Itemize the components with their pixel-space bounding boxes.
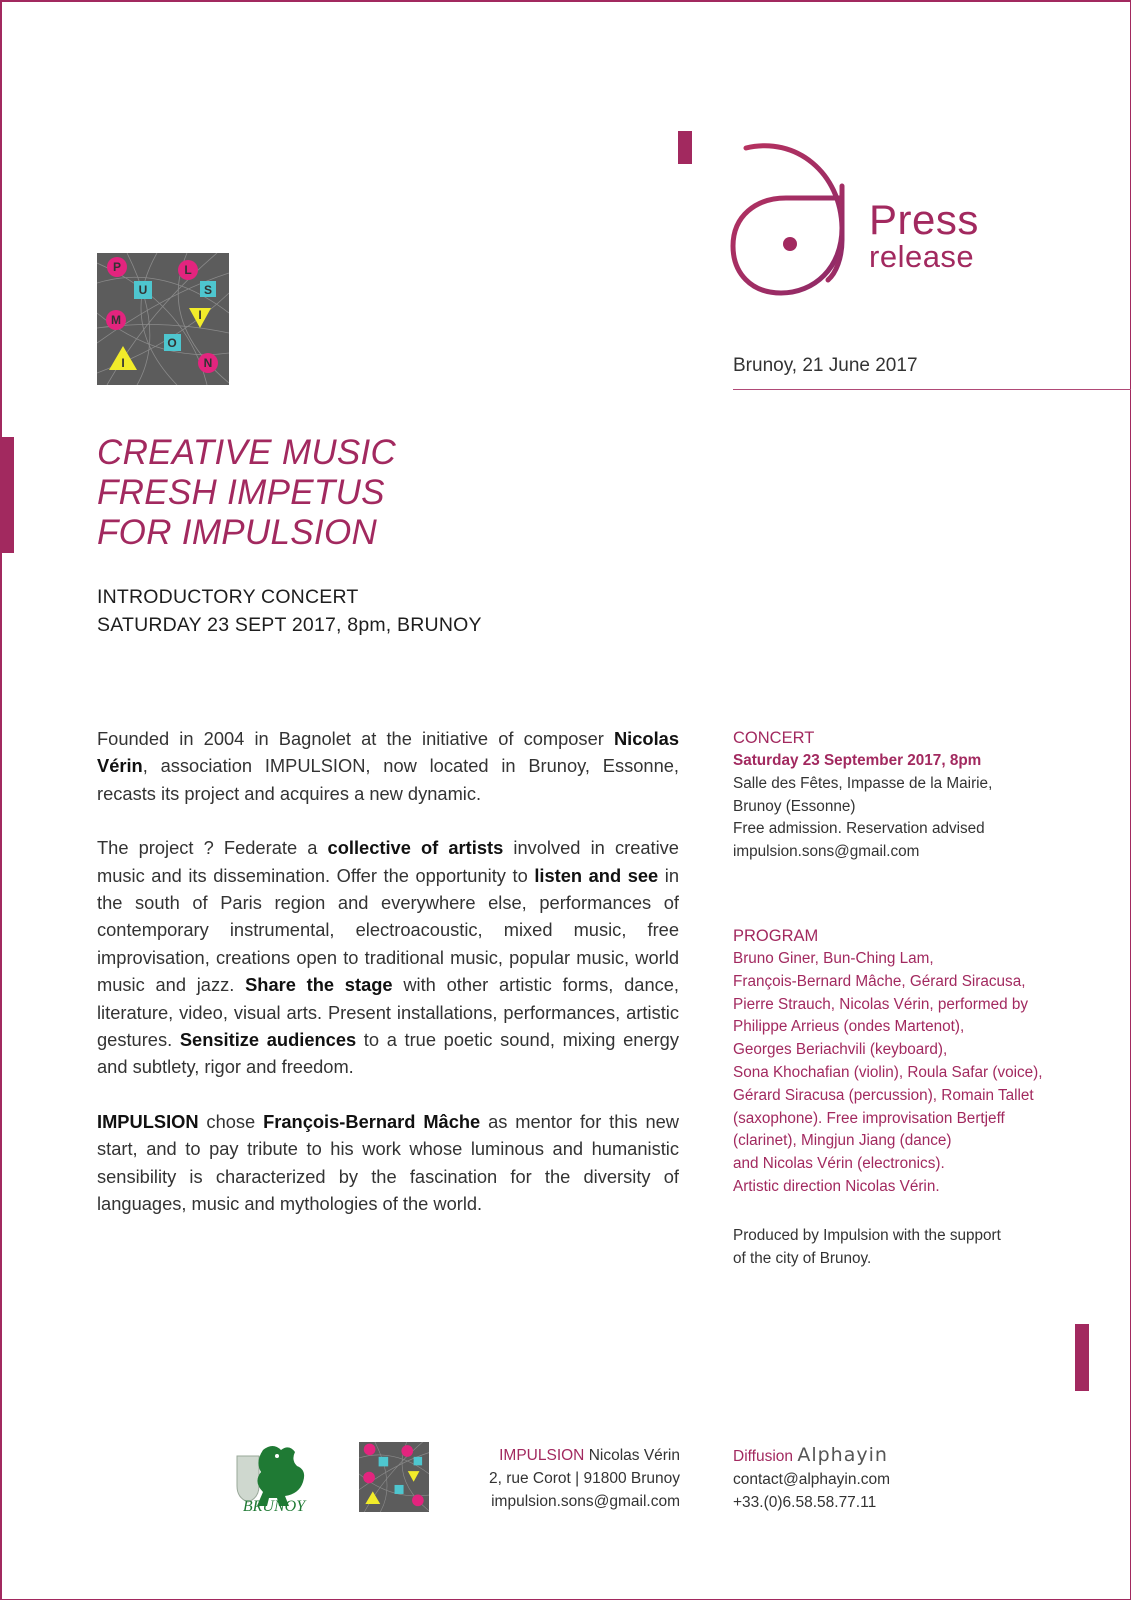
org-name: IMPULSION [499, 1447, 585, 1464]
impulsion-logo-small [359, 1442, 429, 1512]
program-info [733, 924, 1093, 1199]
program-line: Georges Beriachvili (keyboard), [733, 1041, 948, 1059]
contact-email[interactable]: contact@alphayin.com [733, 1471, 891, 1488]
date-divider [733, 389, 1131, 390]
program-line: (clarinet), Mingjun Jiang (dance) [733, 1132, 952, 1150]
press-subtitle: release [869, 239, 975, 274]
impulsion-logo-graphic [97, 253, 229, 385]
body-paragraph [97, 1108, 679, 1218]
concert-heading: CONCERT [733, 729, 815, 747]
program-list [733, 948, 1093, 1199]
paragraph-text: chose [198, 1110, 264, 1132]
headline-line: CREATIVE MUSIC [97, 433, 397, 472]
address: 2, rue Corot | 91800 Brunoy [488, 1470, 680, 1487]
paragraph-text: , association IMPULSION, now located in Brunoy, Essonne, recasts its project and acquires a new dynamic. [97, 755, 679, 804]
accent-bar-right [1075, 1324, 1089, 1391]
program-line: Bruno Giner, Bun-Ching Lam, [733, 950, 934, 967]
diffusion-contact [733, 1444, 1033, 1514]
impulsion-logo [97, 253, 229, 385]
paragraph-text: to a true poetic sound, mixing energy and subtlety, rigor and freedom. [97, 1029, 679, 1078]
alphayin-brand: Alphayin [797, 1444, 888, 1466]
concert-admission: Free admission. Reservation advised [733, 820, 985, 838]
logo-letter: U [138, 283, 148, 297]
body-paragraph [97, 834, 679, 1081]
logo-letter: M [111, 313, 121, 327]
program-line: (saxophone). Free improvisation Bertjeff [733, 1109, 1005, 1127]
intro-date: SATURDAY 23 SEPT 2017, 8pm, BRUNOY [97, 614, 482, 636]
contact-phone: +33.(0)6.58.58.77.11 [733, 1494, 877, 1511]
logo-letter: N [203, 356, 213, 370]
concert-info [733, 726, 1093, 864]
release-date: Brunoy, 21 June 2017 [733, 355, 918, 376]
logo-letter: I [121, 356, 125, 370]
press-title: Press [869, 196, 979, 243]
produced-line: Produced by Impulsion with the support [733, 1227, 1001, 1244]
paragraph-text: involved in creative music and its dissemination. Offer the opportunity to [97, 837, 679, 886]
emphasis-text: listen and see [534, 864, 659, 886]
program-line: Sona Khochafian (violin), Roula Safar (voice), [733, 1063, 1043, 1081]
impulsion-name-line [430, 1444, 680, 1467]
program-line: Artistic direction Nicolas Vérin. [733, 1177, 940, 1195]
logo-letter: S [203, 283, 213, 297]
body-paragraph [97, 725, 679, 807]
impulsion-contact [430, 1444, 680, 1513]
program-line: François-Bernard Mâche, Gérard Siracusa, [733, 972, 1026, 990]
concert-city: Brunoy (Essonne) [733, 797, 856, 815]
intro-title: INTRODUCTORY CONCERT [97, 586, 359, 608]
program-line: Pierre Strauch, Nicolas Vérin, performed by [733, 995, 1029, 1013]
program-line: Gérard Siracusa (percussion), Romain Tallet [733, 1086, 1034, 1104]
headline-line: FOR IMPULSION [97, 513, 378, 552]
logo-letter: I [198, 308, 202, 322]
impulsion-logo-small-graphic [359, 1442, 429, 1512]
program-line: and Nicolas Vérin (electronics). [733, 1155, 945, 1173]
person-name: Nicolas Vérin [588, 1447, 680, 1464]
program-heading: PROGRAM [733, 927, 819, 945]
concert-email: impulsion.sons@gmail.com [733, 843, 920, 861]
headline [97, 433, 617, 553]
produced-by [733, 1225, 1093, 1271]
logo-letter: L [184, 263, 192, 277]
body-text [97, 725, 679, 1245]
logo-letter: O [167, 336, 177, 350]
accent-bar-left [0, 437, 14, 553]
logo-letter: P [112, 260, 122, 274]
emphasis-text: François-Bernard Mâche [263, 1110, 481, 1132]
intro-block [97, 583, 482, 639]
concert-venue: Salle des Fêtes, Impasse de la Mairie, [733, 774, 993, 792]
emphasis-text: Share the stage [245, 974, 393, 996]
paragraph-text: in the south of Paris region and everywhere else, performances of contemporary instrumental, electroacoustic, mixed music, free improvisation, creations open to traditional music, popular music, world music and jazz. [97, 864, 679, 996]
impulsion-email[interactable]: impulsion.sons@gmail.com [491, 1493, 680, 1510]
headline-line: FRESH IMPETUS [97, 473, 385, 512]
diffusion-line [733, 1444, 1033, 1468]
brunoy-label: BRUNOY [242, 1498, 306, 1515]
program-line: Philippe Arrieus (ondes Martenot), [733, 1018, 965, 1036]
paragraph-text: The project ? Federate a [97, 837, 328, 859]
paragraph-text: with other artistic forms, dance, literature, video, visual arts. Present installations, performances, artistic gestures. [97, 974, 679, 1051]
paragraph-text: Founded in 2004 in Bagnolet at the initiative of composer [97, 728, 614, 749]
emphasis-text: collective of artists [327, 837, 504, 859]
emphasis-text: Sensitize audiences [179, 1029, 357, 1051]
emphasis-text: IMPULSION [97, 1110, 199, 1132]
diffusion-label: Diffusion [733, 1448, 794, 1465]
concert-date: Saturday 23 September 2017, 8pm [733, 752, 982, 769]
produced-line: of the city of Brunoy. [733, 1249, 872, 1267]
paragraph-text: as mentor for this new start, and to pay tribute to his work whose luminous and humanistic sensibility is characterized by the fascination for the diversity of languages, music and mythologies of the world. [97, 1110, 680, 1215]
emphasis-text: Nicolas Vérin [97, 728, 679, 777]
